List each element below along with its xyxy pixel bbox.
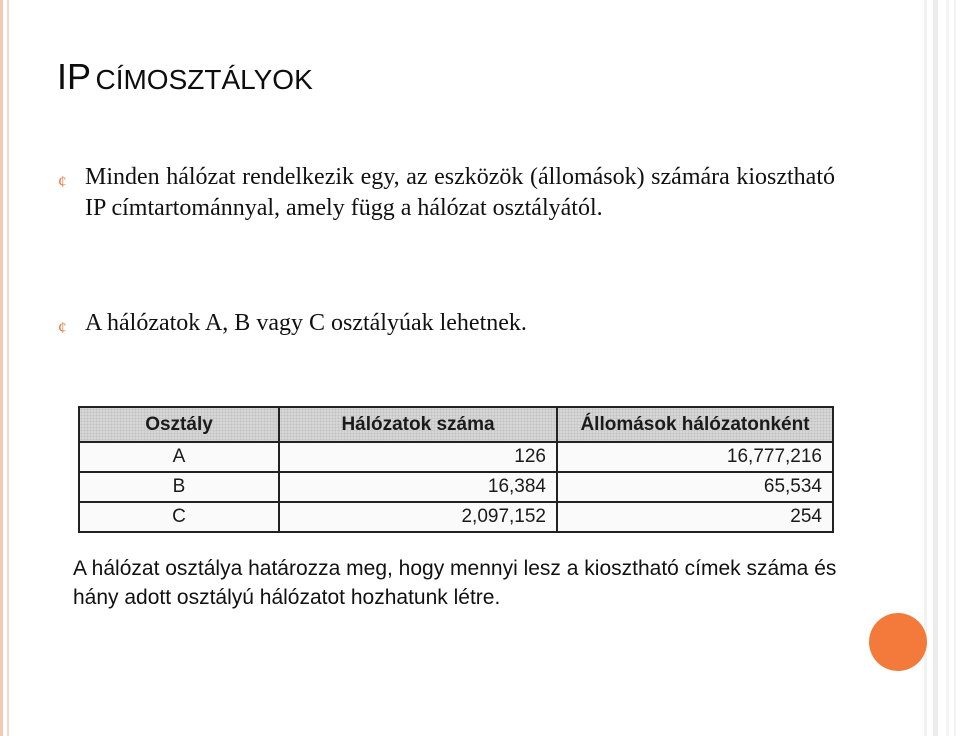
bullet-text-2: A hálózatok A, B vagy C osztályúak lehetnek.	[85, 310, 527, 336]
slide-title-main: IP	[57, 56, 92, 97]
footer-text: A hálózat osztálya határozza meg, hogy mennyi lesz a kiosztható címek száma és hány adott osztályú hálózatot hozhatunk létre.	[73, 557, 837, 609]
table-header-row	[79, 407, 833, 442]
ip-class-table-grid	[78, 406, 834, 533]
column-header-hosts: Állomások hálózatonként	[557, 407, 833, 442]
right-border-rule	[954, 0, 956, 736]
left-border-rule-inner	[7, 0, 9, 736]
bullet-text-1: Minden hálózat rendelkezik egy, az eszközök (állomások) számára kiosztható IP címtartománnyal, amely függ a hálózat osztályától.	[85, 164, 835, 221]
cell-hosts: 65,534	[557, 472, 833, 502]
cell-networks: 126	[279, 442, 557, 472]
table-row	[79, 502, 833, 532]
column-header-class: Osztály	[79, 407, 279, 442]
orange-circle-decoration	[869, 613, 927, 671]
right-border-rule	[933, 0, 938, 736]
cell-hosts: 16,777,216	[557, 442, 833, 472]
table-row	[79, 472, 833, 502]
ip-class-table	[78, 406, 834, 533]
table-row	[79, 442, 833, 472]
slide-title	[57, 56, 313, 98]
cell-class: B	[79, 472, 279, 502]
right-border-rule	[946, 0, 949, 736]
cell-networks: 2,097,152	[279, 502, 557, 532]
bullet-icon: ¢	[58, 172, 67, 191]
cell-hosts: 254	[557, 502, 833, 532]
cell-networks: 16,384	[279, 472, 557, 502]
left-border-rule	[0, 0, 3, 736]
slide-title-sub: CÍMOSZTÁLYOK	[95, 64, 313, 95]
column-header-networks: Hálózatok száma	[279, 407, 557, 442]
bullet-icon: ¢	[58, 318, 67, 337]
cell-class: C	[79, 502, 279, 532]
right-border-rule	[924, 0, 927, 736]
cell-class: A	[79, 442, 279, 472]
